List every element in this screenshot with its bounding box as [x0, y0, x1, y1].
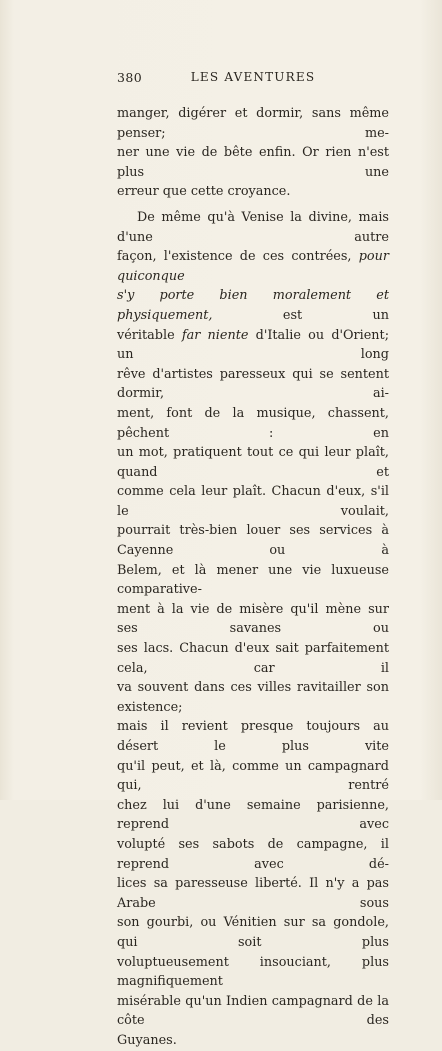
text-line: va souvent dans ces villes ravitailler son existence; [117, 680, 389, 715]
italic-text: s'y porte bien moralement et physiquement, [117, 288, 389, 323]
text-line: son gourbi, ou Vénitien sur sa gondole, qui soit plus [117, 915, 389, 950]
text-segment: est un [212, 307, 389, 323]
text-line: rêve d'artistes paresseux qui se sentent dormir, ai- [117, 366, 389, 402]
paragraph-1 [117, 104, 389, 202]
body-text [117, 104, 389, 1051]
italic-text: far niente [181, 327, 249, 343]
text-line [117, 326, 389, 365]
text-line: voluptueusement insouciant, plus magnifiquement [117, 954, 389, 990]
text-line: lices sa paresseuse liberté. Il n'y a pas Arabe sous [117, 876, 389, 911]
running-head [117, 70, 389, 88]
text-line: misérable qu'un Indien campagnard de la côte des [117, 993, 389, 1029]
text-line: mais il revient presque toujours au désert le plus vite [117, 719, 389, 754]
text-line: ner une vie de bête enfin. Or rien n'est plus une [117, 145, 389, 180]
text-segment: véritable [117, 327, 182, 343]
text-line: volupté ses sabots de campagne, il reprend avec dé- [117, 836, 389, 872]
text-line: pourrait très-bien louer ses services à Cayenne ou à [117, 523, 389, 559]
paragraph-2 [117, 208, 389, 1051]
page-number: 380 [117, 70, 143, 85]
text-line: Belem, et là mener une vie luxueuse comparative- [117, 562, 389, 598]
running-title: LES AVENTURES [190, 70, 316, 84]
text-line: Guyanes. [117, 1032, 177, 1048]
text-line [117, 286, 389, 325]
text-line: comme cela leur plaît. Chacun d'eux, s'il le voulait, [117, 484, 389, 519]
text-line: erreur que cette croyance. [117, 184, 291, 200]
text-line: manger, digérer et dormir, sans même penser; me- [117, 106, 389, 141]
text-line: ment, font de la musique, chassent, pêchent : en [117, 405, 389, 441]
italic-text: pour quiconque [117, 249, 389, 284]
text-line: ses lacs. Chacun d'eux sait parfaitement cela, car il [117, 641, 389, 676]
text-line: De même qu'à Venise la divine, mais d'une autre [117, 209, 389, 245]
text-line: qu'il peut, et là, comme un campagnard qui, rentré [117, 758, 389, 794]
text-segment: d'Italie ou d'Orient; un long [117, 327, 390, 363]
text-line: ment à la vie de misère qu'il mène sur ses savanes ou [117, 601, 389, 637]
text-segment: façon, l'existence de ces contrées, [117, 249, 359, 265]
text-line: un mot, pratiquent tout ce qui leur plaît, quand et [117, 445, 389, 480]
text-line [117, 247, 389, 286]
text-line: chez lui d'une semaine parisienne, reprend avec [117, 797, 389, 833]
